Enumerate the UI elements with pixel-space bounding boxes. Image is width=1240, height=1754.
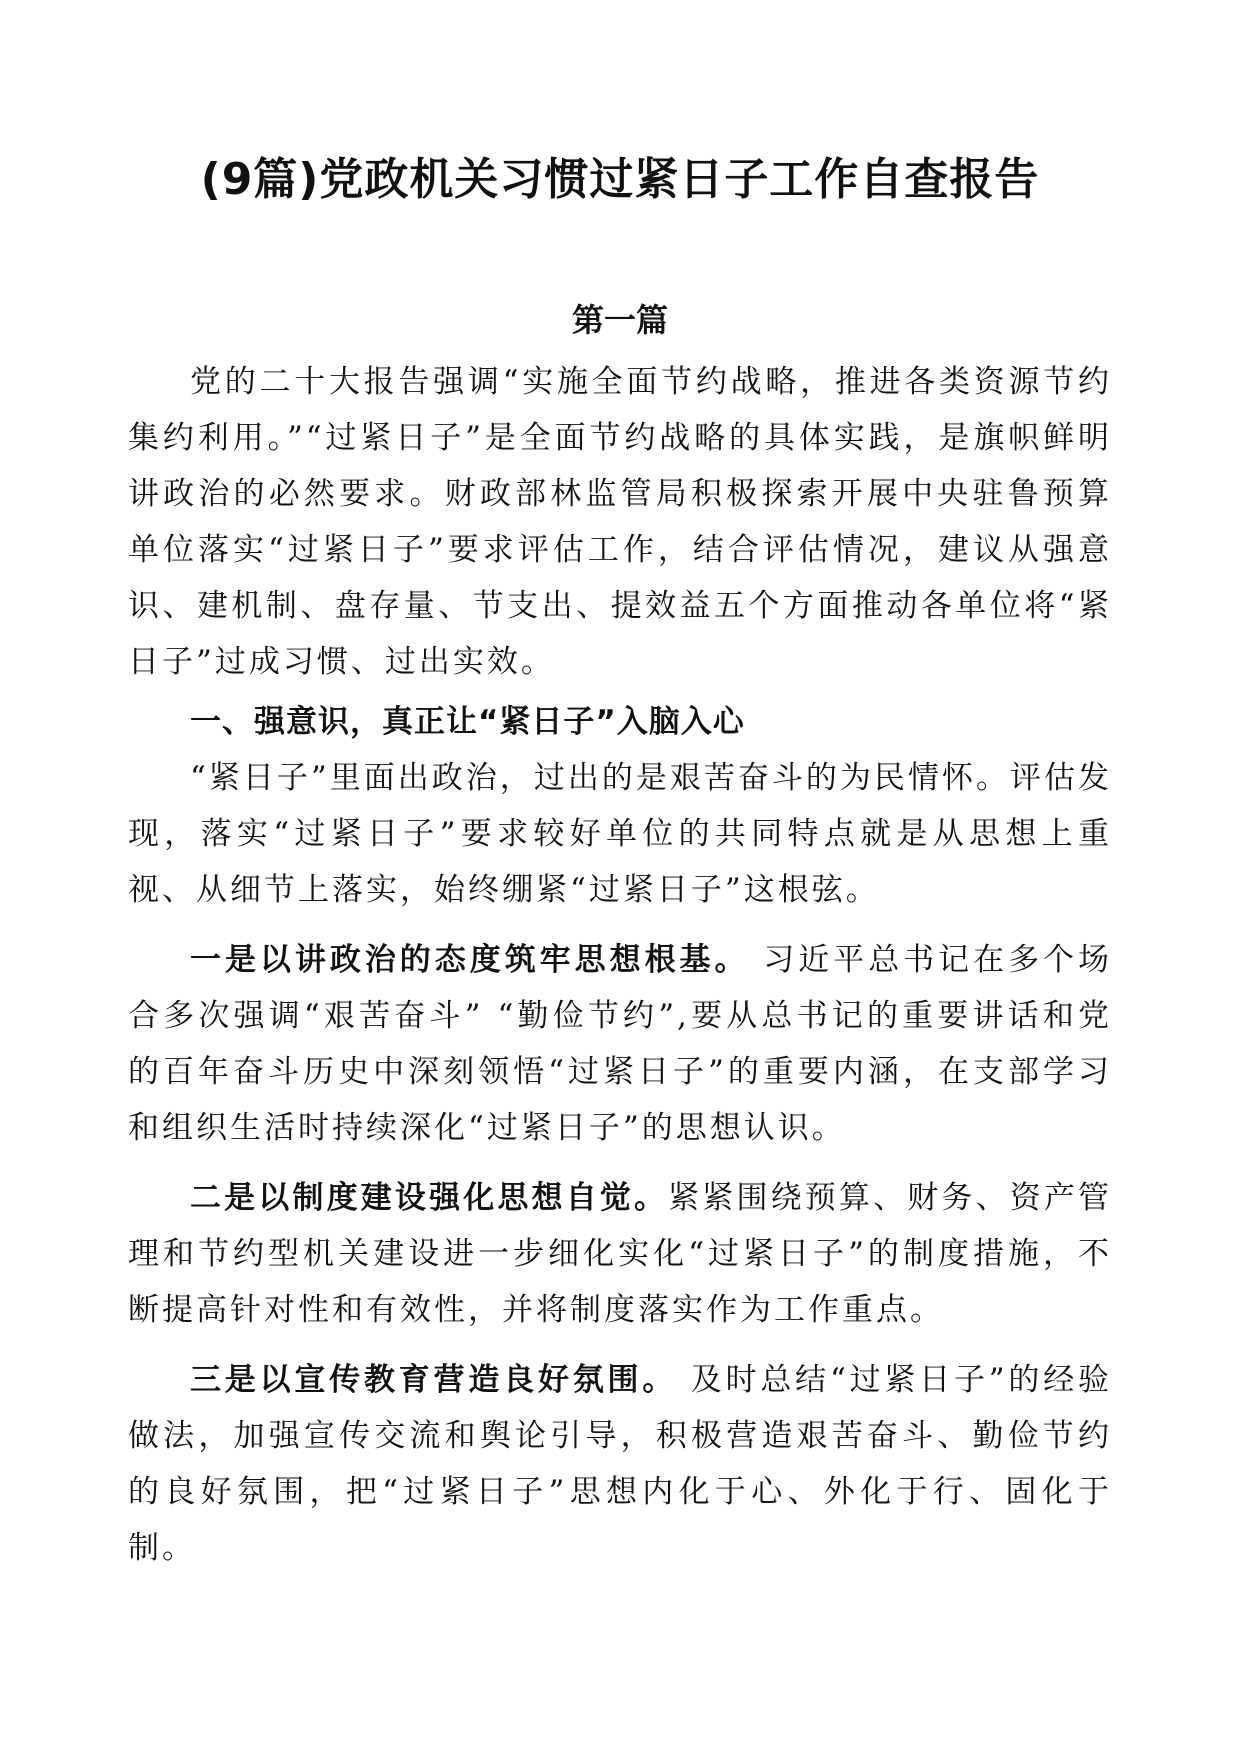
document-body — [128, 354, 1112, 1576]
paragraph-1: “紧日子”里面出政治，过出的是艰苦奋斗的为民情怀。评估发现，落实“过紧日子”要求较好单位的共同特点就是从思想上重视、从细节上落实，始终绷紧“过紧日子”这根弦。 — [128, 760, 1112, 908]
section-title: 第一篇 — [571, 301, 668, 339]
point-paragraph-2 — [128, 1170, 1112, 1338]
point-3-lead: 三是以宣传教育营造良好氛围。 — [190, 1362, 678, 1398]
section-heading-1: 一、强意识，真正让“紧日子”入脑入心 — [190, 704, 745, 740]
document-title: (9篇)党政机关习惯过紧日子工作自查报告 — [200, 154, 1040, 205]
point-1-lead: 一是以讲政治的态度筑牢思想根基。 — [190, 942, 750, 978]
point-paragraph-1 — [128, 932, 1112, 1156]
point-1-text: 习近平总书记在多个场合多次强调“艰苦奋斗” “勤俭节约”,要从总书记的重要讲话和党的百年奋斗历史中深刻领悟“过紧日子”的重要内涵，在支部学习和组织生活时持续深化“过紧日子”的思想认识。 — [128, 942, 1113, 1146]
point-2-text: 紧紧围绕预算、财务、资产管理和节约型机关建设进一步细化实化“过紧日子”的制度措施，不断提高针对性和有效性，并将制度落实作为工作重点。 — [128, 1180, 1113, 1328]
point-paragraph-3 — [128, 1352, 1112, 1576]
intro-paragraph: 党的二十大报告强调“实施全面节约战略，推进各类资源节约集约利用。”“过紧日子”是全面节约战略的具体实践，是旗帜鲜明讲政治的必然要求。财政部林监管局积极探索开展中央驻鲁预算单位落实“过紧日子”要求评估工作，结合评估情况，建议从强意识、建机制、盘存量、节支出、提效益五个方面推动各单位将“紧日子”过成习惯、过出实效。 — [128, 364, 1112, 680]
point-3-text: 及时总结“过紧日子”的经验做法，加强宣传交流和舆论引导，积极营造艰苦奋斗、勤俭节约的良好氛围，把“过紧日子”思想内化于心、外化于行、固化于制。 — [128, 1362, 1112, 1566]
point-2-lead: 二是以制度建设强化思想自觉。 — [190, 1180, 669, 1216]
